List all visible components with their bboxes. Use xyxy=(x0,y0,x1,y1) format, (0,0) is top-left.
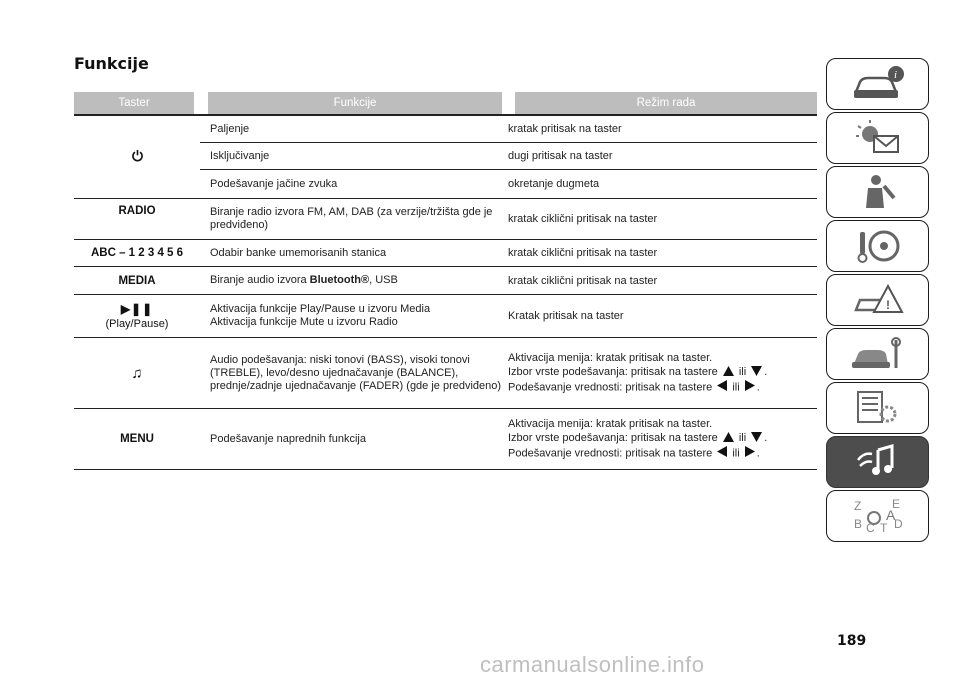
chapter-tabs xyxy=(826,58,929,544)
tab-specs[interactable] xyxy=(826,382,929,434)
function-text: Odabir banke umemorisanih stanica xyxy=(210,246,387,259)
mode-text: okretanje dugmeta xyxy=(508,178,600,190)
tab-warning-lights[interactable] xyxy=(826,112,929,164)
mode-text: kratak ciklični pritisak na taster xyxy=(508,213,658,225)
mode-text xyxy=(508,351,817,394)
functions-table xyxy=(74,92,817,470)
tab-multimedia[interactable] xyxy=(826,436,929,488)
mode-line: Aktivacija menija: kratak pritisak na taster. xyxy=(508,418,713,431)
table-row xyxy=(74,240,817,267)
emergency-icon xyxy=(848,280,908,320)
arrow-up-icon xyxy=(723,432,734,446)
svg-text:C: C xyxy=(865,521,875,535)
specs-gear-icon xyxy=(848,388,908,428)
table-header xyxy=(74,92,817,114)
ili-text: ili xyxy=(738,432,747,445)
function-text: Paljenje xyxy=(210,122,250,135)
list-item xyxy=(200,116,817,142)
mode-line: Aktivacija menija: kratak pritisak na taster. xyxy=(508,352,713,365)
mode-line: Podešavanje vrednosti: pritisak na tastere ili . xyxy=(508,446,760,459)
table-row xyxy=(74,267,817,295)
mode-text: kratak ciklični pritisak na taster xyxy=(508,247,658,259)
preset-keys: ABC – 1 2 3 4 5 6 xyxy=(90,247,184,259)
arrow-right-icon xyxy=(745,380,755,395)
ili-text: ili xyxy=(732,380,740,393)
svg-text:Z: Z xyxy=(853,499,861,513)
function-text: Audio podešavanja: niski tonovi (BASS), visoki tonovi (TREBLE), levo/desno ujednačavanje (BALANCE), prednje/zadnje ujednačavanje (FADER) (gde je predviđeno) xyxy=(210,353,502,392)
mode-line-text: Podešavanje vrednosti: pritisak na tastere xyxy=(508,446,713,459)
arrow-left-icon xyxy=(717,380,727,395)
menu-key: MENU xyxy=(120,433,154,445)
function-text: Podešavanje naprednih funkcija xyxy=(210,432,366,445)
mode-text: kratak pritisak na taster xyxy=(508,123,622,135)
tab-key-steering[interactable] xyxy=(826,220,929,272)
audio-key xyxy=(74,338,200,408)
svg-text:T: T xyxy=(879,521,887,535)
mode-line: Izbor vrste podešavanja: pritisak na tastere ili . xyxy=(508,432,768,445)
mode-line: Izbor vrste podešavanja: pritisak na tastere ili . xyxy=(508,366,768,379)
mode-text: Kratak pritisak na taster xyxy=(508,310,624,322)
header-rezim-rada: Režim rada xyxy=(515,92,817,114)
mode-line: Podešavanje vrednosti: pritisak na tastere ili . xyxy=(508,380,760,393)
page-number: 189 xyxy=(837,633,867,649)
play-pause-icon: ▶❚❚ xyxy=(120,302,154,316)
arrow-up-icon xyxy=(723,366,734,380)
svg-text:E: E xyxy=(891,497,900,511)
table-row xyxy=(74,295,817,338)
svg-text:D: D xyxy=(893,517,903,531)
function-text-post: , USB xyxy=(369,274,398,286)
arrow-right-icon xyxy=(745,446,755,461)
seat-airbag-icon xyxy=(848,172,908,212)
list-item xyxy=(200,169,817,198)
music-note-icon: ♫ xyxy=(131,364,143,382)
watermark: carmanualsonline.info xyxy=(480,652,705,677)
alphabet-index-icon xyxy=(848,496,908,536)
table-row xyxy=(74,409,817,470)
play-pause-label: (Play/Pause) xyxy=(105,318,169,330)
mode-text xyxy=(508,417,817,460)
function-text: Podešavanje jačine zvuka xyxy=(210,177,338,190)
table-row xyxy=(74,199,817,240)
car-service-icon xyxy=(848,334,908,374)
media-key: MEDIA xyxy=(118,274,156,287)
mode-text: kratak ciklični pritisak na taster xyxy=(508,274,658,287)
mode-line-text: Podešavanje vrednosti: pritisak na tastere xyxy=(508,380,713,393)
power-key xyxy=(74,116,200,198)
tab-car-service[interactable] xyxy=(826,328,929,380)
function-line: Aktivacija funkcije Mute u izvoru Radio xyxy=(210,316,398,328)
mode-line-text: Izbor vrste podešavanja: pritisak na tastere xyxy=(508,366,718,379)
header-funkcije: Funkcije xyxy=(208,92,502,114)
svg-text:A: A xyxy=(885,507,895,523)
radio-key: RADIO xyxy=(118,205,156,217)
arrow-down-icon xyxy=(751,366,762,380)
header-taster: Taster xyxy=(74,92,194,114)
mode-line-text: Izbor vrste podešavanja: pritisak na tastere xyxy=(508,432,718,445)
svg-text:B: B xyxy=(853,517,862,531)
power-icon xyxy=(131,149,144,165)
function-text xyxy=(200,274,508,287)
function-text-pre: Biranje audio izvora xyxy=(210,274,310,286)
table-row xyxy=(74,116,817,199)
svg-text:!: ! xyxy=(885,298,890,312)
function-text: Biranje radio izvora FM, AM, DAB (za verzije/tržišta gde je predviđeno) xyxy=(210,206,493,231)
key-steering-icon xyxy=(848,226,908,266)
arrow-down-icon xyxy=(751,432,762,446)
arrow-left-icon xyxy=(717,446,727,461)
bluetooth-text: Bluetooth® xyxy=(309,274,370,286)
tab-seat-airbag[interactable] xyxy=(826,166,929,218)
tab-emergency[interactable] xyxy=(826,274,929,326)
function-line: Aktivacija funkcije Play/Pause u izvoru Media xyxy=(210,303,431,315)
warning-lights-icon xyxy=(848,118,908,158)
car-info-icon xyxy=(848,64,908,104)
table-row xyxy=(74,338,817,409)
tab-car-info[interactable] xyxy=(826,58,929,110)
ili-text: ili xyxy=(732,446,740,459)
tab-alphabet-index[interactable] xyxy=(826,490,929,542)
play-pause-key xyxy=(74,295,200,337)
list-item xyxy=(200,142,817,169)
svg-text:i: i xyxy=(893,69,897,81)
function-text xyxy=(200,303,508,329)
mode-text: dugi pritisak na taster xyxy=(508,150,613,162)
ili-text: ili xyxy=(738,366,747,379)
multimedia-icon xyxy=(848,442,908,482)
page-heading: Funkcije xyxy=(74,54,149,73)
function-text: Isključivanje xyxy=(210,149,270,162)
